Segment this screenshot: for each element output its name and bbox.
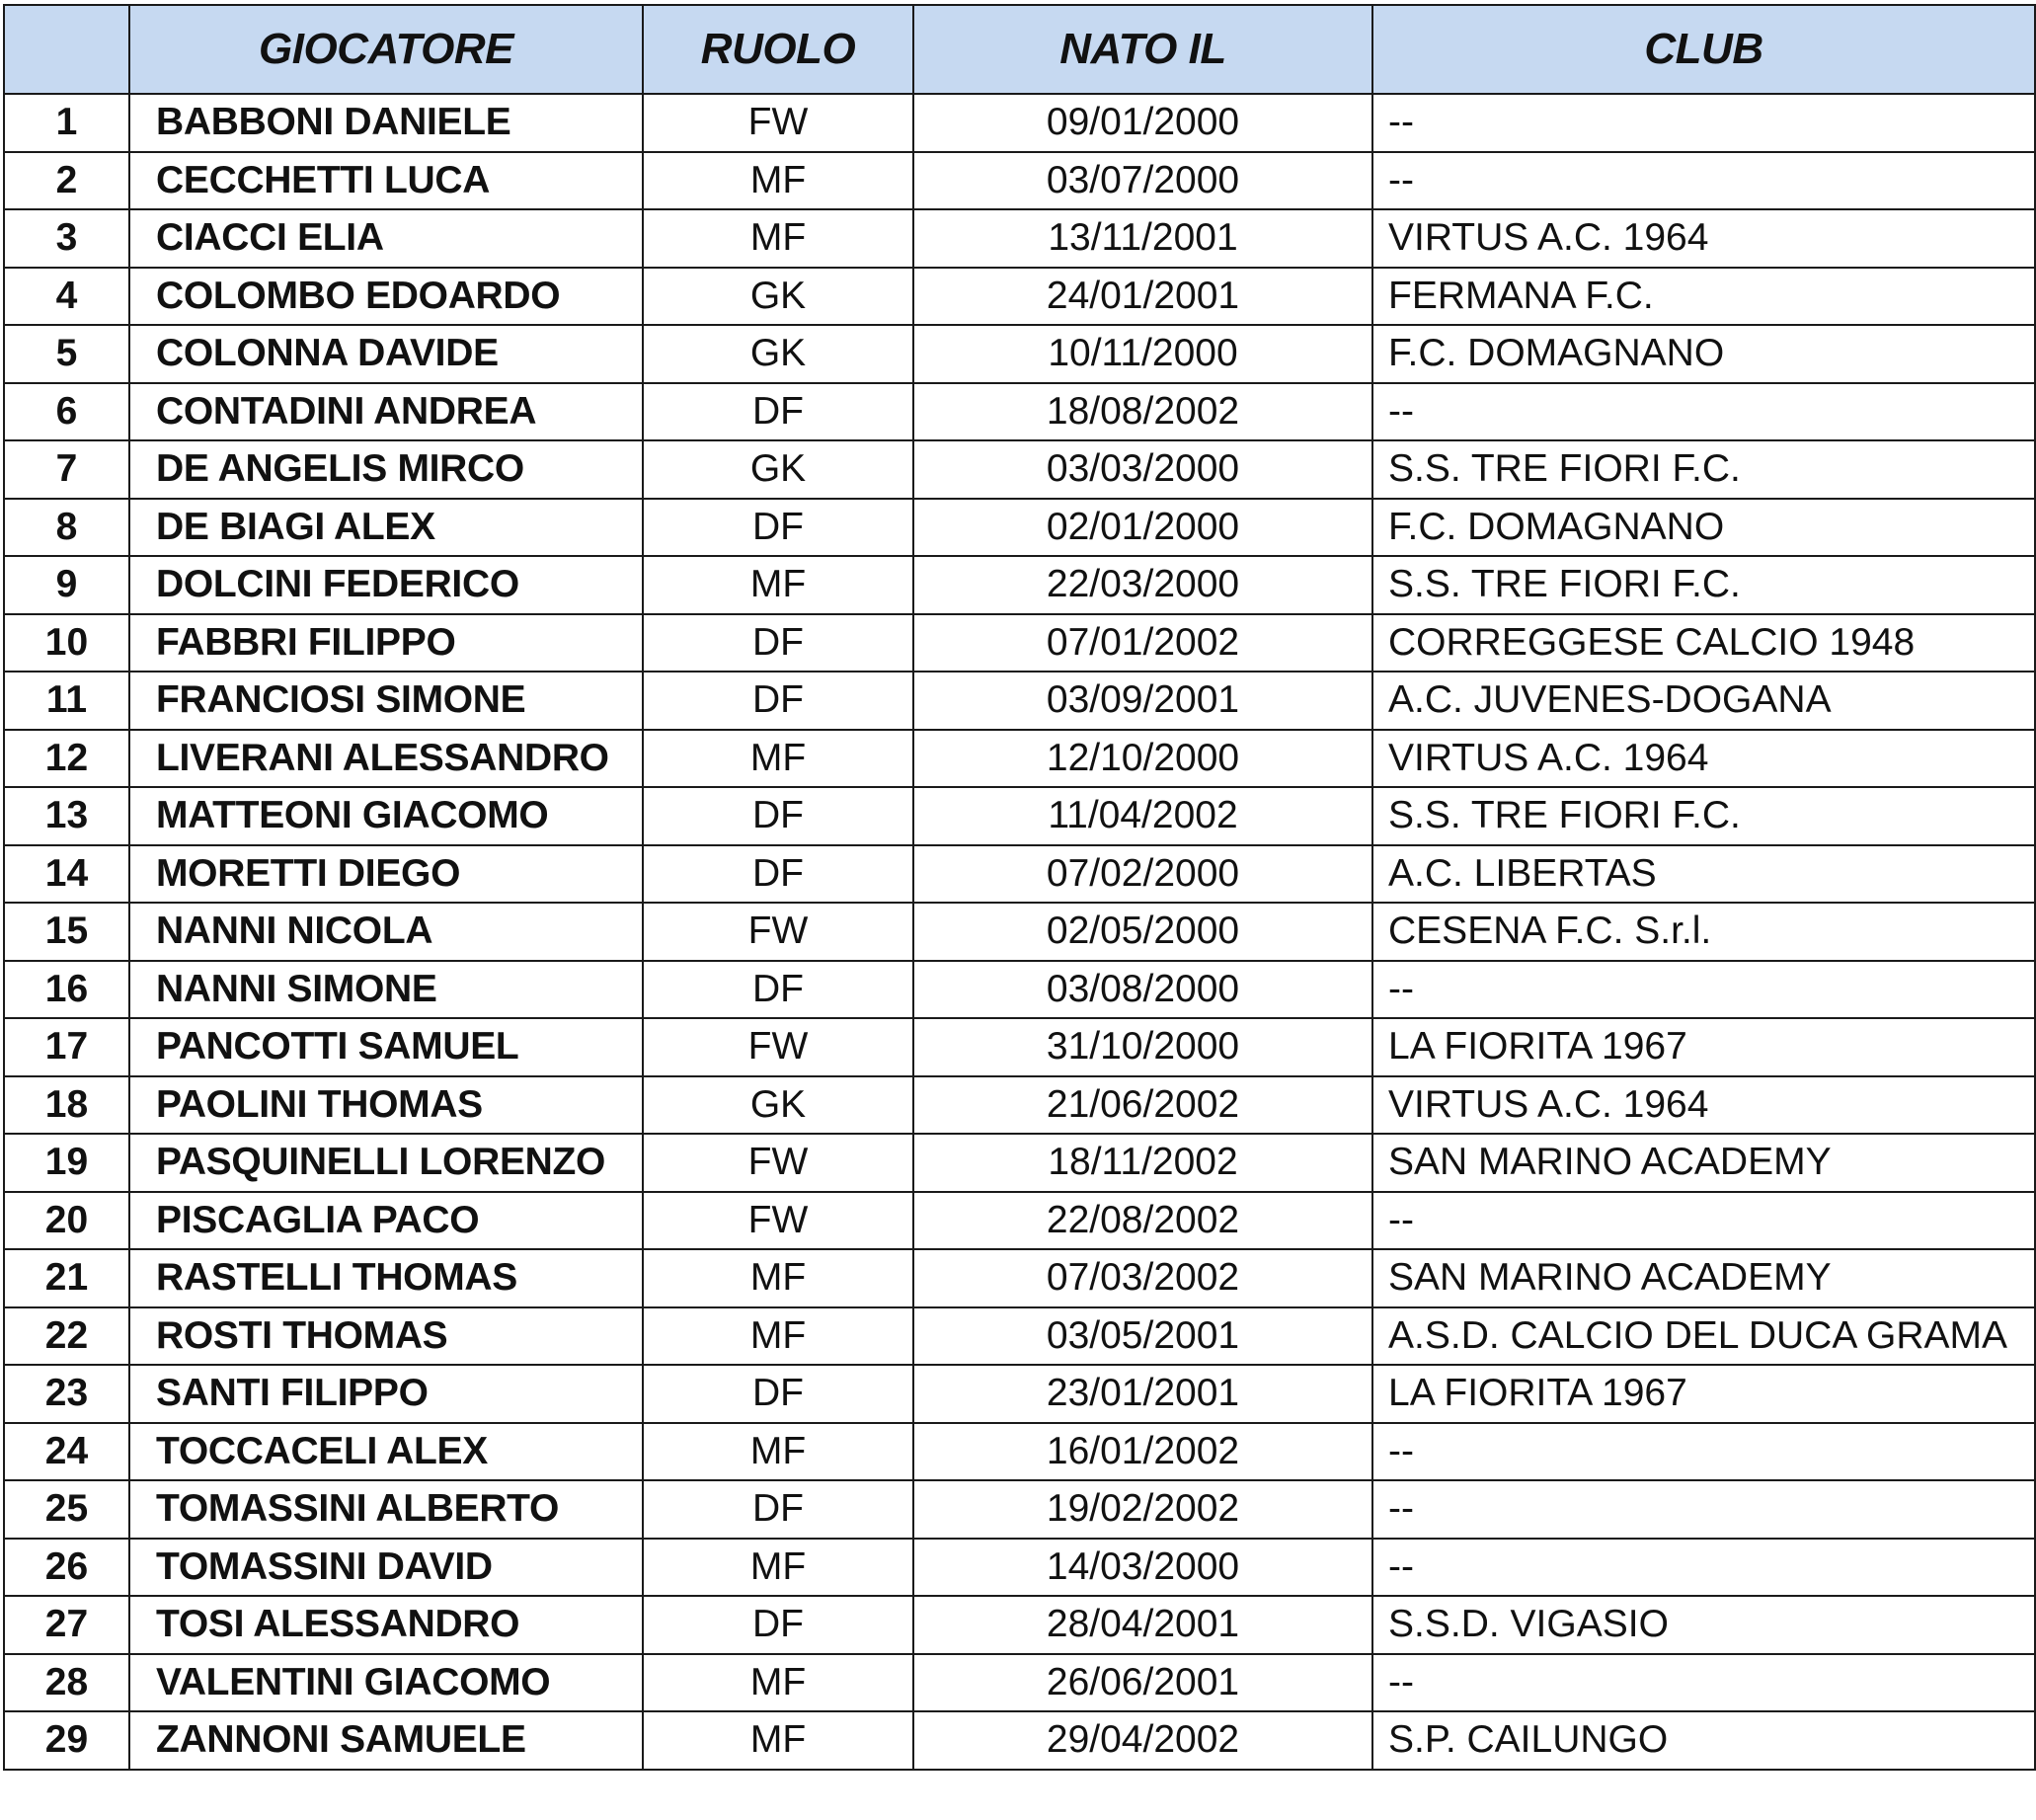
player-role: MF	[643, 1423, 913, 1481]
player-number: 2	[4, 152, 129, 210]
table-row	[4, 209, 2035, 268]
table-row	[4, 1018, 2035, 1076]
table-row	[4, 1076, 2035, 1135]
table-row	[4, 1654, 2035, 1712]
player-name: TOSI ALESSANDRO	[129, 1596, 643, 1654]
table-row	[4, 787, 2035, 845]
player-name: TOMASSINI ALBERTO	[129, 1480, 643, 1539]
player-number: 11	[4, 672, 129, 730]
player-number: 16	[4, 961, 129, 1019]
player-club: A.C. JUVENES-DOGANA	[1372, 672, 2035, 730]
player-birth-date: 03/09/2001	[913, 672, 1372, 730]
header-role: RUOLO	[643, 5, 913, 94]
player-birth-date: 09/01/2000	[913, 94, 1372, 152]
table-row	[4, 94, 2035, 152]
player-name: SANTI FILIPPO	[129, 1365, 643, 1423]
player-name: RASTELLI THOMAS	[129, 1249, 643, 1307]
player-role: MF	[643, 1711, 913, 1770]
player-role: MF	[643, 152, 913, 210]
player-club: F.C. DOMAGNANO	[1372, 499, 2035, 557]
player-name: FABBRI FILIPPO	[129, 614, 643, 673]
player-name: ZANNONI SAMUELE	[129, 1711, 643, 1770]
player-name: CONTADINI ANDREA	[129, 383, 643, 441]
player-number: 5	[4, 325, 129, 383]
player-birth-date: 03/08/2000	[913, 961, 1372, 1019]
player-birth-date: 11/04/2002	[913, 787, 1372, 845]
player-number: 22	[4, 1307, 129, 1366]
player-club: --	[1372, 1654, 2035, 1712]
player-number: 21	[4, 1249, 129, 1307]
table-row	[4, 152, 2035, 210]
player-club: --	[1372, 961, 2035, 1019]
player-role: DF	[643, 614, 913, 673]
player-name: CIACCI ELIA	[129, 209, 643, 268]
player-name: PASQUINELLI LORENZO	[129, 1134, 643, 1192]
player-birth-date: 03/05/2001	[913, 1307, 1372, 1366]
player-name: FRANCIOSI SIMONE	[129, 672, 643, 730]
player-number: 20	[4, 1192, 129, 1250]
player-birth-date: 02/01/2000	[913, 499, 1372, 557]
player-birth-date: 07/01/2002	[913, 614, 1372, 673]
player-club: FERMANA F.C.	[1372, 268, 2035, 326]
player-role: GK	[643, 1076, 913, 1135]
header-club: CLUB	[1372, 5, 2035, 94]
player-club: --	[1372, 152, 2035, 210]
player-number: 1	[4, 94, 129, 152]
player-role: DF	[643, 672, 913, 730]
player-role: FW	[643, 1192, 913, 1250]
player-name: BABBONI DANIELE	[129, 94, 643, 152]
table-row	[4, 1539, 2035, 1597]
table-row	[4, 1711, 2035, 1770]
player-club: S.S. TRE FIORI F.C.	[1372, 556, 2035, 614]
player-number: 9	[4, 556, 129, 614]
player-number: 23	[4, 1365, 129, 1423]
player-role: DF	[643, 845, 913, 904]
player-number: 7	[4, 440, 129, 499]
player-club: --	[1372, 1192, 2035, 1250]
table-row	[4, 325, 2035, 383]
player-number: 3	[4, 209, 129, 268]
player-name: ROSTI THOMAS	[129, 1307, 643, 1366]
player-role: GK	[643, 325, 913, 383]
player-birth-date: 28/04/2001	[913, 1596, 1372, 1654]
player-roster-table	[3, 4, 2036, 1771]
player-name: NANNI SIMONE	[129, 961, 643, 1019]
player-birth-date: 18/11/2002	[913, 1134, 1372, 1192]
header-player: GIOCATORE	[129, 5, 643, 94]
player-club: --	[1372, 1480, 2035, 1539]
player-birth-date: 22/03/2000	[913, 556, 1372, 614]
player-name: PAOLINI THOMAS	[129, 1076, 643, 1135]
player-club: VIRTUS A.C. 1964	[1372, 209, 2035, 268]
table-row	[4, 499, 2035, 557]
player-birth-date: 19/02/2002	[913, 1480, 1372, 1539]
player-birth-date: 26/06/2001	[913, 1654, 1372, 1712]
player-name: COLONNA DAVIDE	[129, 325, 643, 383]
player-role: DF	[643, 383, 913, 441]
player-name: MATTEONI GIACOMO	[129, 787, 643, 845]
player-role: MF	[643, 1654, 913, 1712]
player-number: 24	[4, 1423, 129, 1481]
table-row	[4, 903, 2035, 961]
player-number: 19	[4, 1134, 129, 1192]
table-row	[4, 730, 2035, 788]
table-row	[4, 1596, 2035, 1654]
player-number: 13	[4, 787, 129, 845]
player-number: 4	[4, 268, 129, 326]
player-birth-date: 21/06/2002	[913, 1076, 1372, 1135]
player-club: VIRTUS A.C. 1964	[1372, 1076, 2035, 1135]
player-club: --	[1372, 383, 2035, 441]
player-club: VIRTUS A.C. 1964	[1372, 730, 2035, 788]
table-row	[4, 672, 2035, 730]
player-role: MF	[643, 1539, 913, 1597]
player-name: TOMASSINI DAVID	[129, 1539, 643, 1597]
table-row	[4, 1134, 2035, 1192]
player-name: DE ANGELIS MIRCO	[129, 440, 643, 499]
table-row	[4, 961, 2035, 1019]
player-name: DOLCINI FEDERICO	[129, 556, 643, 614]
player-role: DF	[643, 1365, 913, 1423]
table-row	[4, 1192, 2035, 1250]
player-birth-date: 07/02/2000	[913, 845, 1372, 904]
player-club: SAN MARINO ACADEMY	[1372, 1249, 2035, 1307]
player-number: 28	[4, 1654, 129, 1712]
header-birth-date: NATO IL	[913, 5, 1372, 94]
player-number: 17	[4, 1018, 129, 1076]
player-club: F.C. DOMAGNANO	[1372, 325, 2035, 383]
player-club: LA FIORITA 1967	[1372, 1365, 2035, 1423]
table-header	[4, 5, 2035, 94]
player-number: 26	[4, 1539, 129, 1597]
table-row	[4, 440, 2035, 499]
player-club: A.S.D. CALCIO DEL DUCA GRAMA	[1372, 1307, 2035, 1366]
player-role: MF	[643, 209, 913, 268]
player-role: FW	[643, 1018, 913, 1076]
player-club: CESENA F.C. S.r.l.	[1372, 903, 2035, 961]
player-role: GK	[643, 268, 913, 326]
player-name: TOCCACELI ALEX	[129, 1423, 643, 1481]
player-role: DF	[643, 787, 913, 845]
player-club: A.C. LIBERTAS	[1372, 845, 2035, 904]
player-number: 29	[4, 1711, 129, 1770]
table-row	[4, 268, 2035, 326]
player-number: 6	[4, 383, 129, 441]
player-role: FW	[643, 903, 913, 961]
player-birth-date: 10/11/2000	[913, 325, 1372, 383]
player-name: VALENTINI GIACOMO	[129, 1654, 643, 1712]
player-role: GK	[643, 440, 913, 499]
player-club: S.S.D. VIGASIO	[1372, 1596, 2035, 1654]
player-birth-date: 18/08/2002	[913, 383, 1372, 441]
player-number: 14	[4, 845, 129, 904]
player-birth-date: 07/03/2002	[913, 1249, 1372, 1307]
player-birth-date: 29/04/2002	[913, 1711, 1372, 1770]
player-role: MF	[643, 556, 913, 614]
player-role: FW	[643, 1134, 913, 1192]
player-role: DF	[643, 1596, 913, 1654]
player-club: S.S. TRE FIORI F.C.	[1372, 787, 2035, 845]
player-club: CORREGGESE CALCIO 1948	[1372, 614, 2035, 673]
player-birth-date: 22/08/2002	[913, 1192, 1372, 1250]
table-row	[4, 614, 2035, 673]
player-role: MF	[643, 1307, 913, 1366]
player-club: S.P. CAILUNGO	[1372, 1711, 2035, 1770]
player-club: LA FIORITA 1967	[1372, 1018, 2035, 1076]
table-body	[4, 94, 2035, 1770]
header-row	[4, 5, 2035, 94]
player-birth-date: 16/01/2002	[913, 1423, 1372, 1481]
player-number: 15	[4, 903, 129, 961]
player-name: NANNI NICOLA	[129, 903, 643, 961]
table-row	[4, 1365, 2035, 1423]
player-role: MF	[643, 1249, 913, 1307]
table-row	[4, 383, 2035, 441]
player-birth-date: 23/01/2001	[913, 1365, 1372, 1423]
player-birth-date: 14/03/2000	[913, 1539, 1372, 1597]
player-name: MORETTI DIEGO	[129, 845, 643, 904]
table-row	[4, 1480, 2035, 1539]
player-number: 25	[4, 1480, 129, 1539]
table-row	[4, 1249, 2035, 1307]
player-birth-date: 12/10/2000	[913, 730, 1372, 788]
player-birth-date: 31/10/2000	[913, 1018, 1372, 1076]
player-role: DF	[643, 499, 913, 557]
table-row	[4, 1423, 2035, 1481]
player-number: 10	[4, 614, 129, 673]
player-name: COLOMBO EDOARDO	[129, 268, 643, 326]
player-club: SAN MARINO ACADEMY	[1372, 1134, 2035, 1192]
player-birth-date: 13/11/2001	[913, 209, 1372, 268]
table-row	[4, 556, 2035, 614]
player-name: CECCHETTI LUCA	[129, 152, 643, 210]
header-number	[4, 5, 129, 94]
player-role: MF	[643, 730, 913, 788]
player-name: PANCOTTI SAMUEL	[129, 1018, 643, 1076]
player-number: 18	[4, 1076, 129, 1135]
player-birth-date: 03/03/2000	[913, 440, 1372, 499]
player-name: LIVERANI ALESSANDRO	[129, 730, 643, 788]
table-row	[4, 1307, 2035, 1366]
player-club: --	[1372, 1539, 2035, 1597]
player-club: --	[1372, 1423, 2035, 1481]
player-club: --	[1372, 94, 2035, 152]
player-role: DF	[643, 961, 913, 1019]
table-row	[4, 845, 2035, 904]
player-role: DF	[643, 1480, 913, 1539]
player-role: FW	[643, 94, 913, 152]
player-number: 27	[4, 1596, 129, 1654]
player-birth-date: 03/07/2000	[913, 152, 1372, 210]
player-club: S.S. TRE FIORI F.C.	[1372, 440, 2035, 499]
player-number: 12	[4, 730, 129, 788]
player-name: PISCAGLIA PACO	[129, 1192, 643, 1250]
player-name: DE BIAGI ALEX	[129, 499, 643, 557]
player-birth-date: 24/01/2001	[913, 268, 1372, 326]
player-number: 8	[4, 499, 129, 557]
player-birth-date: 02/05/2000	[913, 903, 1372, 961]
